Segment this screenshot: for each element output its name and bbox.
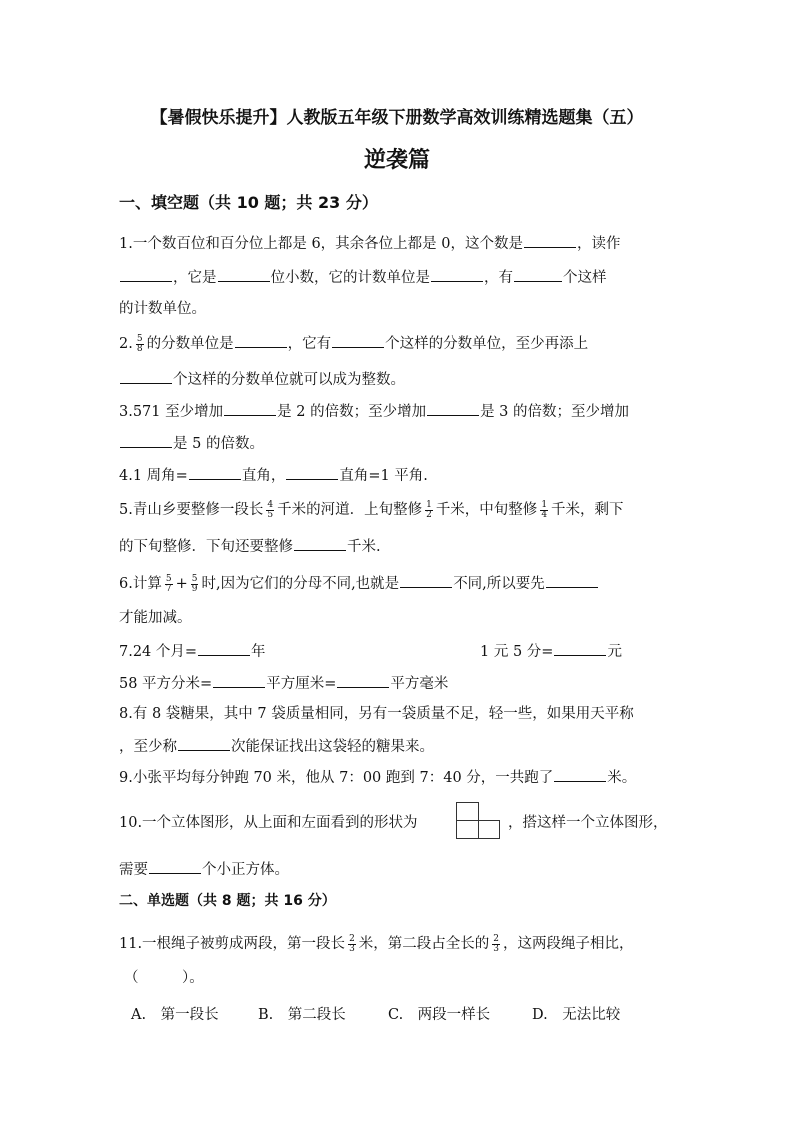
question-text: 4.1 周角= <box>119 468 188 484</box>
question-3-line-2 <box>119 433 264 454</box>
question-text: 次能保证找出这袋轻的糖果来。 <box>231 739 434 755</box>
option-c[interactable]: C. 两段一样长 <box>388 1007 491 1023</box>
question-text: 1 元 5 分= <box>480 644 554 660</box>
question-text: 直角， <box>241 468 286 484</box>
question-text: 千米的河道．上旬整修 <box>277 502 423 518</box>
fraction: $\frac{2}{3}$ <box>493 933 500 954</box>
answer-blank[interactable] <box>294 536 346 551</box>
question-2-line-2 <box>119 369 405 390</box>
question-text: 的下旬整修．下旬还要整修 <box>119 539 293 555</box>
question-5-line-1 <box>119 500 624 520</box>
question-text: 11.一根绳子被剪成两段，第一段长 <box>119 936 346 952</box>
question-11-answer-paren <box>124 968 204 988</box>
question-text: 时,因为它们的分母不同,也就是 <box>201 576 400 592</box>
question-text: 平方毫米 <box>390 676 449 692</box>
answer-blank[interactable] <box>427 401 479 416</box>
question-text: 个这样的分数单位就可以成为整数。 <box>173 372 405 388</box>
question-1-line-2 <box>119 267 607 288</box>
answer-blank[interactable] <box>218 267 270 282</box>
question-1-line-1 <box>119 233 621 254</box>
answer-blank[interactable] <box>235 333 287 348</box>
answer-blank[interactable] <box>178 736 230 751</box>
question-text: 直角=1 平角. <box>339 468 428 484</box>
question-6-line-1 <box>119 573 599 594</box>
plus-sign: + <box>175 576 188 592</box>
question-text: 是 3 的倍数；至少增加 <box>480 404 630 420</box>
question-text: ，至少称 <box>119 739 177 755</box>
question-9 <box>119 767 636 788</box>
answer-blank[interactable] <box>332 333 384 348</box>
question-text: 6.计算 <box>119 576 162 592</box>
answer-blank[interactable] <box>400 573 452 588</box>
fraction: $\frac{5}{8}$ <box>136 333 143 354</box>
question-8-line-2 <box>119 736 434 757</box>
question-10-line-2 <box>119 859 289 880</box>
worksheet-title: 【暑假快乐提升】人教版五年级下册数学高效训练精选题集（五） <box>150 108 644 128</box>
question-text: 米，第二段占全长的 <box>358 936 490 952</box>
fraction: $\frac{2}{3}$ <box>349 933 355 954</box>
question-text: 位小数，它的计数单位是 <box>270 270 430 286</box>
question-text: 千米，中旬整修 <box>435 502 538 518</box>
question-8-line-1 <box>119 704 634 724</box>
question-2-line-1 <box>119 333 588 354</box>
question-text: 是 5 的倍数。 <box>173 436 264 452</box>
question-7-line-2 <box>119 673 448 694</box>
question-text: 10.一个立体图形，从上面和左面看到的形状为 <box>119 815 418 831</box>
answer-blank[interactable] <box>198 641 250 656</box>
fraction: $\frac{5}{9}$ <box>191 573 198 594</box>
question-text: 8.有 8 袋糖果，其中 7 袋质量相同，另有一袋质量不足，轻一些，如果用天平称 <box>119 706 634 722</box>
answer-blank[interactable] <box>286 465 338 480</box>
question-text: 千米，剩下 <box>551 502 624 518</box>
question-text: 7.24 个月= <box>119 644 198 660</box>
answer-blank[interactable] <box>337 673 389 688</box>
question-text: 个这样的分数单位，至少再添上 <box>385 336 589 352</box>
question-text: ，有 <box>484 270 513 286</box>
question-number: 2. <box>119 336 133 352</box>
option-a[interactable]: A. 第一段长 <box>131 1007 219 1023</box>
shape-square <box>478 820 500 839</box>
answer-blank[interactable] <box>149 859 201 874</box>
question-text: ，读作 <box>577 236 621 252</box>
question-text: 是 2 的倍数；至少增加 <box>277 404 427 420</box>
shape-square <box>456 820 479 839</box>
question-7-line-1 <box>119 641 266 662</box>
question-5-line-2 <box>119 536 381 557</box>
section-single-choice-heading: 二、单选题（共 8 题；共 16 分） <box>119 893 336 909</box>
answer-blank[interactable] <box>554 641 606 656</box>
answer-blank[interactable] <box>546 573 598 588</box>
view-shape-figure <box>456 802 500 839</box>
question-text: ，这两段绳子相比， <box>503 936 634 952</box>
question-text: 不同,所以要先 <box>453 576 545 592</box>
worksheet-subtitle: 逆袭篇 <box>363 148 430 173</box>
shape-square <box>456 802 479 821</box>
question-text: 个这样 <box>563 270 607 286</box>
question-text: ，它是 <box>173 270 217 286</box>
answer-blank[interactable] <box>224 401 276 416</box>
answer-blank[interactable] <box>120 433 172 448</box>
section-fill-blank-heading: 一、填空题（共 10 题；共 23 分） <box>119 193 378 212</box>
option-d[interactable]: D. 无法比较 <box>532 1007 621 1023</box>
question-3-line-1 <box>119 401 629 422</box>
question-text: 米。 <box>607 770 637 786</box>
answer-blank[interactable] <box>431 267 483 282</box>
question-text: ，搭这样一个立体图形， <box>508 815 668 831</box>
question-text: 的分数单位是 <box>146 336 234 352</box>
answer-blank[interactable] <box>524 233 576 248</box>
question-text: 的计数单位。 <box>119 301 206 317</box>
fraction: $\frac{1}{2}$ <box>426 499 432 520</box>
question-text: 平方厘米= <box>266 676 337 692</box>
question-1-line-3 <box>119 299 206 319</box>
answer-blank[interactable] <box>120 369 172 384</box>
question-10-line-1 <box>119 813 418 833</box>
question-4 <box>119 465 428 486</box>
question-text: 1.一个数百位和百分位上都是 6，其余各位上都是 0，这个数是 <box>119 236 524 252</box>
answer-blank[interactable] <box>213 673 265 688</box>
answer-parentheses[interactable]: （ ）。 <box>124 970 204 986</box>
answer-blank[interactable] <box>189 465 241 480</box>
question-text: 才能加减。 <box>119 610 192 626</box>
fraction: $\frac{5}{7}$ <box>165 573 172 594</box>
question-text: 9.小张平均每分钟跑 70 米，他从 7：00 跑到 7：40 分，一共跑了 <box>119 770 554 786</box>
question-text: 千米. <box>347 539 381 555</box>
fraction: $\frac{4}{5}$ <box>267 499 274 520</box>
answer-blank[interactable] <box>554 767 606 782</box>
question-6-line-2 <box>119 608 192 628</box>
question-text: 元 <box>607 644 622 660</box>
answer-blank[interactable] <box>120 267 172 282</box>
question-11-line-1 <box>119 934 634 954</box>
question-text: 58 平方分米= <box>119 676 213 692</box>
option-b[interactable]: B. 第二段长 <box>258 1007 346 1023</box>
question-text: 年 <box>251 644 266 660</box>
question-text: 3.571 至少增加 <box>119 404 224 420</box>
question-text: 5.青山乡要整修一段长 <box>119 502 264 518</box>
answer-blank[interactable] <box>514 267 562 282</box>
question-10-line-1-cont <box>508 813 668 833</box>
question-text: 个小正方体。 <box>202 862 289 878</box>
question-text: 需要 <box>119 862 148 878</box>
question-7-right <box>480 641 622 662</box>
question-text: ，它有 <box>287 336 332 352</box>
fraction: $\frac{1}{4}$ <box>541 499 548 520</box>
